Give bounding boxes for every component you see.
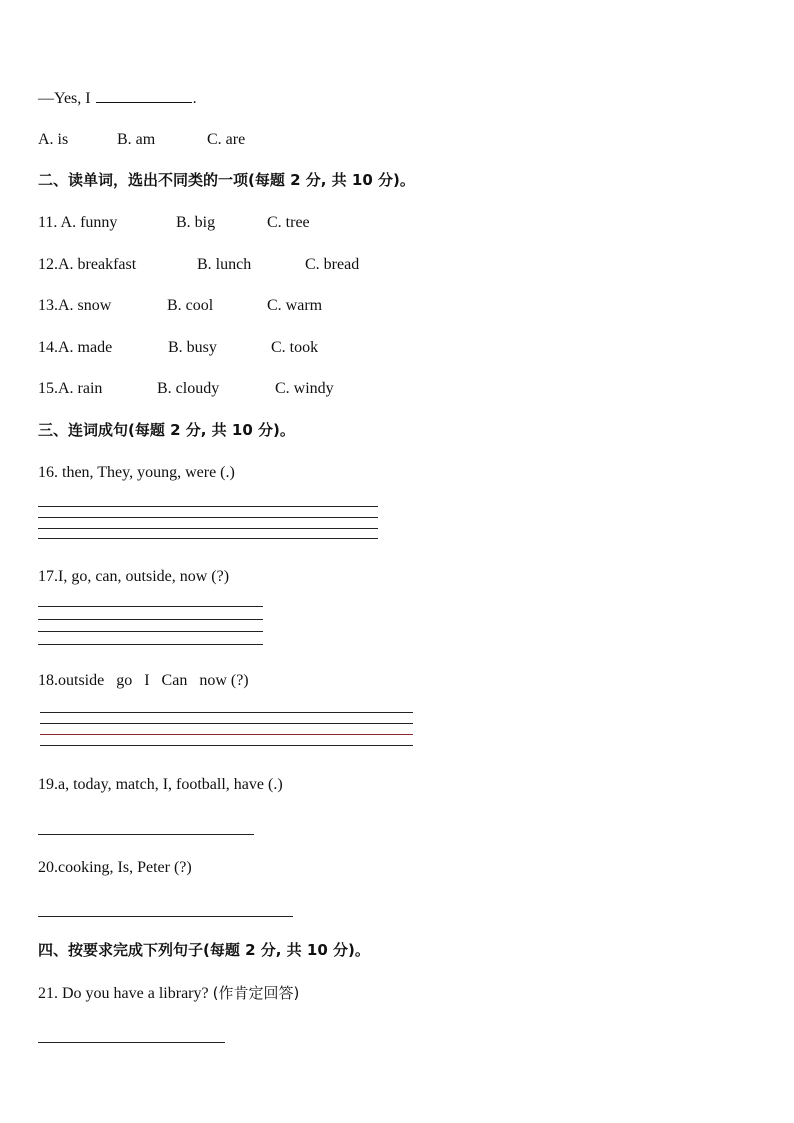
- q15-option-c: C. windy: [275, 380, 334, 397]
- writing-line: [38, 506, 378, 507]
- q21-answer-line[interactable]: [38, 1042, 225, 1043]
- q14-option-b: B. busy: [168, 339, 217, 356]
- q20-answer-line[interactable]: [38, 916, 293, 917]
- q16-prompt: 16. then, They, young, were (.): [38, 464, 235, 481]
- writing-line: [38, 619, 263, 620]
- answer-blank[interactable]: [96, 88, 192, 103]
- q19-prompt: 19.a, today, match, I, football, have (.): [38, 776, 283, 793]
- option-a: A. is: [38, 131, 69, 148]
- q13-option-c: C. warm: [267, 297, 323, 314]
- option-c: C. are: [207, 131, 246, 148]
- q17-prompt: 17.I, go, can, outside, now (?): [38, 568, 230, 585]
- answer-prefix: —Yes, I: [38, 90, 91, 107]
- q13-option-a: 13.A. snow: [38, 297, 112, 314]
- q21-question: 21. Do you have a library?: [38, 985, 209, 1002]
- q19-answer-line[interactable]: [38, 834, 254, 835]
- q12-option-a: 12.A. breakfast: [38, 256, 137, 273]
- writing-line: [40, 734, 413, 735]
- q12-option-b: B. lunch: [197, 256, 252, 273]
- section-2-heading: 二、读单词，选出不同类的一项(每题 2 分, 共 10 分)。: [38, 171, 415, 189]
- writing-line: [40, 723, 413, 724]
- answer-line: [38, 88, 197, 109]
- option-b: B. am: [117, 131, 156, 148]
- q15-option-b: B. cloudy: [157, 380, 220, 397]
- q13-option-b: B. cool: [167, 297, 214, 314]
- q14-option-c: C. took: [271, 339, 319, 356]
- q14-option-a: 14.A. made: [38, 339, 113, 356]
- writing-line: [38, 631, 263, 632]
- writing-line: [40, 712, 413, 713]
- q18-prompt: 18.outside go I Can now (?): [38, 672, 249, 689]
- answer-period: .: [192, 90, 197, 107]
- writing-line: [38, 606, 263, 607]
- writing-line: [38, 644, 263, 645]
- writing-line: [40, 745, 413, 746]
- q11-option-b: B. big: [176, 214, 216, 231]
- section-4-heading: 四、按要求完成下列句子(每题 2 分, 共 10 分)。: [38, 941, 370, 959]
- q11-option-a: 11. A. funny: [38, 214, 118, 231]
- q11-option-c: C. tree: [267, 214, 310, 231]
- q20-prompt: 20.cooking, Is, Peter (?): [38, 859, 192, 876]
- writing-line: [38, 538, 378, 539]
- q21-prompt: [38, 983, 299, 1004]
- q15-option-a: 15.A. rain: [38, 380, 103, 397]
- writing-line: [38, 517, 378, 518]
- q21-instruction: (作肯定回答): [212, 984, 300, 1002]
- q12-option-c: C. bread: [305, 256, 360, 273]
- section-3-heading: 三、连词成句(每题 2 分, 共 10 分)。: [38, 421, 295, 439]
- writing-line: [38, 528, 378, 529]
